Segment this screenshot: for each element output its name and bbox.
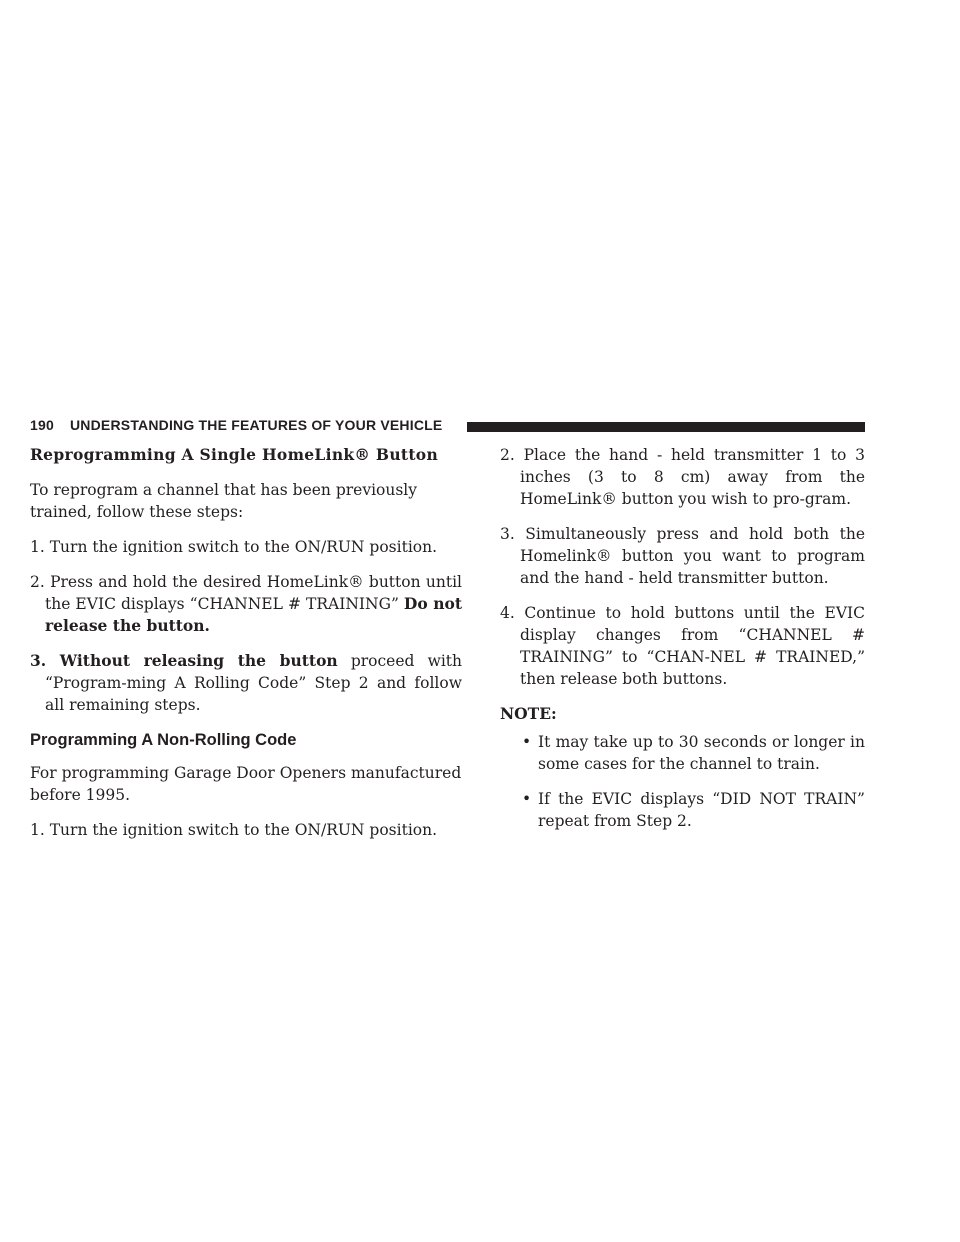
reprogram-step-1: 1. Turn the ignition switch to the ON/RUN position. [30, 538, 438, 556]
non-rolling-step-1: 1. Turn the ignition switch to the ON/RUN position. [30, 821, 438, 839]
reprogram-step-2 [30, 571, 462, 637]
heading-non-rolling: Programming A Non-Rolling Code [30, 731, 297, 749]
step-2-warning: Do not release the button. [45, 594, 462, 635]
note-bullet-2 [500, 788, 865, 832]
reprogram-intro: To reprogram a channel that has been previously trained, follow these steps: [30, 481, 418, 521]
page-number: 190 [30, 417, 54, 433]
bullet-icon: • [522, 790, 532, 808]
note-label: NOTE: [500, 704, 557, 723]
section-title: UNDERSTANDING THE FEATURES OF YOUR VEHICLE [70, 417, 443, 433]
non-rolling-step-3: 3. Simultaneously press and hold both the Homelink® button you want to program and the hand - held transmitter button. [500, 525, 865, 587]
heading-reprogramming: Reprogramming A Single HomeLink® Button [30, 445, 439, 464]
non-rolling-step-4: 4. Continue to hold buttons until the EVIC display changes from “CHANNEL # TRAINING” to “CHAN-NEL # TRAINED,” then release both buttons. [500, 604, 865, 688]
right-column [500, 444, 865, 845]
non-rolling-step-2: 2. Place the hand - held transmitter 1 to 3 inches (3 to 8 cm) away from the HomeLink® button you wish to pro-gram. [500, 446, 865, 508]
non-rolling-intro: For programming Garage Door Openers manufactured before 1995. [30, 764, 462, 804]
note-bullet-text: If the EVIC displays “DID NOT TRAIN” repeat from Step 2. [538, 790, 865, 830]
step-3-text: proceed with “Program-ming A Rolling Code” Step 2 and follow all remaining steps. [45, 652, 463, 714]
reprogram-step-3 [30, 650, 462, 716]
left-column [30, 444, 462, 854]
step-2-text: 2. Press and hold the desired HomeLink® button until the EVIC displays “CHANNEL # TRAINING” [30, 573, 462, 613]
bullet-icon: • [522, 733, 532, 751]
note-bullet-text: It may take up to 30 seconds or longer in some cases for the channel to train. [538, 733, 865, 773]
step-3-bold: 3. Without releasing the button [30, 651, 338, 670]
header-rule [467, 422, 865, 432]
page-header [30, 415, 865, 435]
note-bullet-1 [500, 731, 865, 775]
